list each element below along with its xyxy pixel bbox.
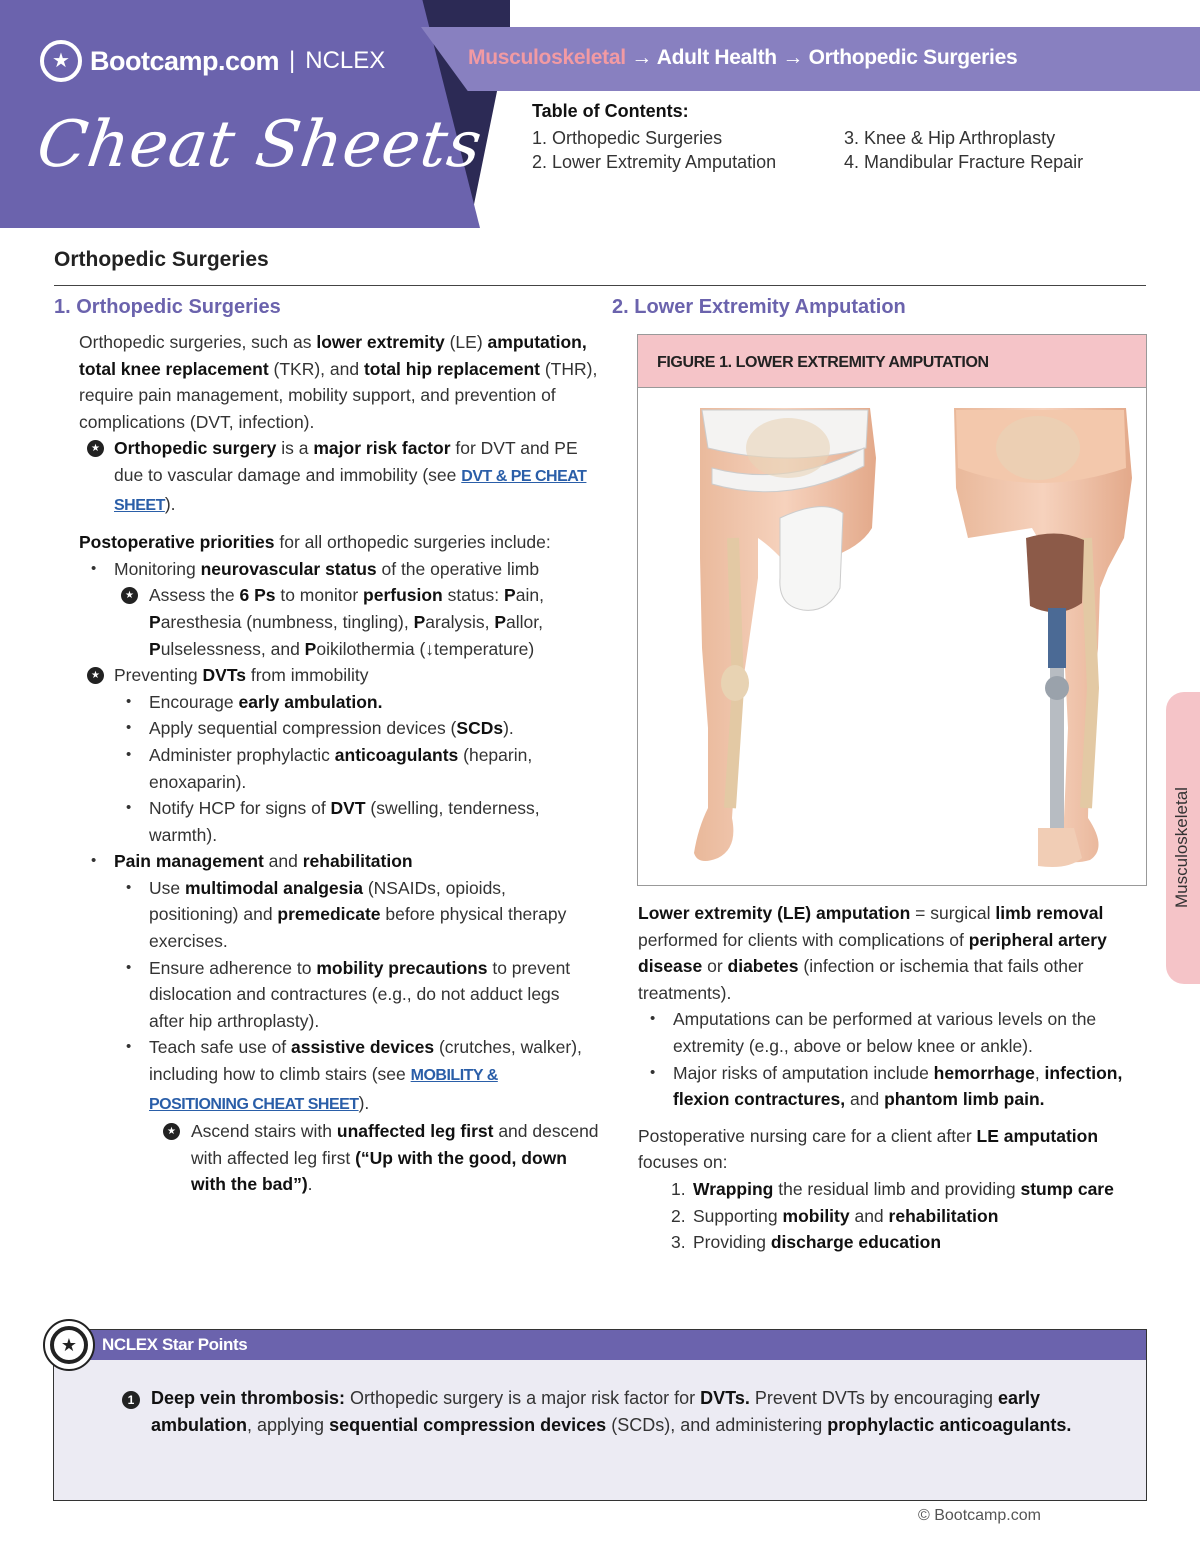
breadcrumb-item-musculoskeletal[interactable]: Musculoskeletal xyxy=(468,46,626,69)
dvt-pe-cheat-sheet-link[interactable]: DVT & PE CHEAT SHEET xyxy=(114,467,587,514)
table-of-contents xyxy=(532,101,1172,173)
dvt-item-scds: • Apply sequential compression devices (SCDs). xyxy=(79,715,599,742)
star-bullet-icon: ★ xyxy=(87,440,104,457)
bullet-icon: • xyxy=(126,745,132,763)
pain-item-analgesia: • Use multimodal analgesia (NSAIDs, opioids, positioning) and premedicate before physical therapy exercises. xyxy=(79,875,599,955)
mobility-positioning-cheat-sheet-link[interactable]: MOBILITY & POSITIONING CHEAT SHEET xyxy=(149,1067,498,1113)
postop-list-item-1: 1. Wrapping the residual limb and providing stump care xyxy=(638,1176,1138,1203)
star-bullet-icon: ★ xyxy=(87,667,104,684)
dvt-item-anticoagulants: • Administer prophylactic anticoagulants (heparin, enoxaparin). xyxy=(79,742,599,795)
bullet-icon: • xyxy=(91,559,97,577)
star-badge-icon: ★ xyxy=(40,40,82,82)
heading-lower-extremity-amputation: 2. Lower Extremity Amputation xyxy=(612,296,906,318)
bullet-icon: • xyxy=(126,878,132,896)
dvt-item-notify: • Notify HCP for signs of DVT (swelling, tenderness, warmth). xyxy=(79,795,599,848)
orthopedic-surgeries-content xyxy=(79,329,599,1198)
list-number: 2. xyxy=(671,1205,686,1226)
amputation-definition: Lower extremity (LE) amputation = surgical limb removal performed for clients with complications of peripheral artery disease or diabetes (infection or ischemia that fails other treatments). xyxy=(638,903,1107,1003)
amputation-risks-item: • Major risks of amputation include hemorrhage, infection, flexion contractures, and phantom limb pain. xyxy=(638,1060,1138,1113)
section-title: Orthopedic Surgeries xyxy=(54,248,269,271)
list-number: 1. xyxy=(671,1178,686,1199)
bullet-icon: • xyxy=(91,852,97,870)
star-points-title: NCLEX Star Points xyxy=(54,1330,1146,1360)
bullet-icon: • xyxy=(650,1010,656,1028)
pain-management-item: • Pain management and rehabilitation xyxy=(79,848,599,875)
bullet-icon: • xyxy=(126,799,132,817)
toc-title: Table of Contents: xyxy=(532,101,689,121)
intro-paragraph: Orthopedic surgeries, such as lower extremity (LE) amputation, total knee replacement (TKR), and total hip replacement (THR), require pain management, mobility support, and prevention of complications (DVT, infection). xyxy=(79,332,598,432)
postop-list-item-2: 2. Supporting mobility and rehabilitation xyxy=(638,1203,1138,1230)
toc-item-knee-hip-arthroplasty[interactable]: 3. Knee & Hip Arthroplasty xyxy=(844,128,1056,148)
star-bullet-icon: ★ xyxy=(163,1123,180,1140)
section-divider xyxy=(54,285,1146,286)
six-ps-item: ★ Assess the 6 Ps to monitor perfusion status: Pain, Paresthesia (numbness, tingling), Paralysis, Pallor, Pulselessness, and Poikilothermia (↓temperature) xyxy=(79,582,599,662)
heading-orthopedic-surgeries: 1. Orthopedic Surgeries xyxy=(54,296,281,318)
bullet-icon: • xyxy=(126,1038,132,1056)
star-points-badge xyxy=(43,1319,95,1371)
risk-factor-item: ★ Orthopedic surgery is a major risk factor for DVT and PE due to vascular damage and immobility (see DVT & PE CHEAT SHEET). xyxy=(79,435,599,519)
amputation-content xyxy=(638,900,1138,1256)
breadcrumb-item-adult-health[interactable]: Adult Health xyxy=(656,46,777,69)
breadcrumb xyxy=(468,46,1017,70)
side-tab-label: Musculoskeletal xyxy=(1172,787,1191,908)
dvt-prevention-item: ★ Preventing DVTs from immobility xyxy=(79,662,599,689)
figure-caption: FIGURE 1. LOWER EXTREMITY AMPUTATION xyxy=(638,335,1146,388)
right-figure-prosthetic-leg xyxy=(954,408,1132,867)
left-figure-bandaged-stump xyxy=(694,408,876,861)
stairs-item: ★ Ascend stairs with unaffected leg first and descend with affected leg first (“Up with the good, down with the bad”). xyxy=(79,1118,599,1198)
breadcrumb-arrow-icon: → xyxy=(631,46,652,69)
bullet-icon: • xyxy=(650,1063,656,1081)
neurovascular-item: • Monitoring neurovascular status of the operative limb xyxy=(79,556,599,583)
cheat-sheets-title: Cheat Sheets xyxy=(32,108,487,182)
star-point-text: Deep vein thrombosis: Orthopedic surgery is a major risk factor for DVTs. Prevent DVTs by encouraging early ambulation, applying sequential compression devices (SCDs), and administering prophylactic anticoagulants. xyxy=(151,1388,1072,1435)
pain-item-mobility-precautions: • Ensure adherence to mobility precautions to prevent dislocation and contractures (e.g., do not adduct legs after hip arthroplasty). xyxy=(79,955,599,1035)
star-bullet-icon: ★ xyxy=(121,587,138,604)
toc-item-mandibular-fracture-repair[interactable]: 4. Mandibular Fracture Repair xyxy=(844,152,1084,172)
star-point-number: 1 xyxy=(122,1391,140,1409)
priorities-paragraph: Postoperative priorities for all orthopedic surgeries include: xyxy=(79,532,551,553)
pain-item-assistive-devices: • Teach safe use of assistive devices (crutches, walker), including how to climb stairs (see MOBILITY & POSITIONING CHEAT SHEET). xyxy=(79,1034,599,1118)
brand-name: Bootcamp.com xyxy=(90,45,280,76)
postop-paragraph: Postoperative nursing care for a client after LE amputation focuses on: xyxy=(638,1125,1099,1173)
bullet-icon: • xyxy=(126,719,132,737)
breadcrumb-arrow-icon: → xyxy=(782,46,804,69)
postop-list-item-3: 3. Providing discharge education xyxy=(638,1229,1138,1256)
amputation-illustration xyxy=(638,388,1146,885)
amputation-levels-item: • Amputations can be performed at various levels on the extremity (e.g., above or below knee or ankle). xyxy=(638,1006,1138,1059)
brand-separator: | xyxy=(289,47,296,74)
bullet-icon: • xyxy=(126,692,132,710)
copyright-footer: © Bootcamp.com xyxy=(918,1507,1041,1524)
product-name: NCLEX xyxy=(305,47,386,74)
figure-lower-extremity-amputation xyxy=(637,334,1147,886)
brand-logo[interactable] xyxy=(40,40,385,82)
breadcrumb-item-orthopedic-surgeries[interactable]: Orthopedic Surgeries xyxy=(808,46,1018,69)
bullet-icon: • xyxy=(126,958,132,976)
toc-item-lower-extremity-amputation[interactable]: 2. Lower Extremity Amputation xyxy=(532,152,777,172)
star-icon: ★ xyxy=(50,1326,88,1364)
dvt-item-ambulation: • Encourage early ambulation. xyxy=(79,689,599,716)
list-number: 3. xyxy=(671,1232,686,1253)
toc-item-orthopedic-surgeries[interactable]: 1. Orthopedic Surgeries xyxy=(532,128,723,148)
